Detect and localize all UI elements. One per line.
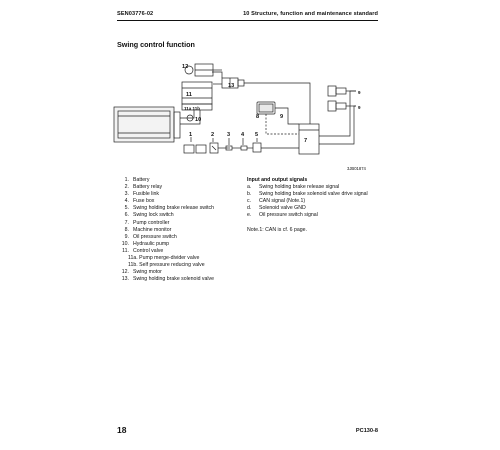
header-rule (117, 20, 378, 21)
doc-code: SEN03776-02 (117, 11, 154, 17)
list-item: 5. Swing holding brake release switch (124, 205, 215, 212)
label-3: 3 (227, 132, 231, 138)
list-item: 3. Fusible link (124, 191, 159, 198)
swing-motor-drawing (185, 64, 222, 76)
label-13: 13 (228, 83, 235, 89)
list-item: 12. Swing motor (121, 269, 162, 276)
list-subitem: 11a. Pump merge-divider valve (128, 255, 200, 262)
list-item: 9. Oil pressure switch (124, 233, 177, 240)
list-item: 10. Hydraulic pump (121, 240, 170, 247)
list-item: 1. Battery (124, 177, 150, 183)
signal-list (247, 177, 379, 234)
label-7: 7 (304, 138, 308, 144)
machine-monitor-drawing (257, 102, 275, 114)
list-item: 7. Pump controller (124, 219, 170, 226)
model-code: PC130-8 (355, 428, 378, 434)
switch-drawing (247, 143, 299, 152)
signal-item: e. Oil pressure switch signal (247, 212, 318, 219)
page-title: Swing control function (117, 40, 195, 49)
label-1: 1 (189, 132, 193, 138)
label-2: 2 (211, 132, 215, 138)
list-subitem: 11b. Self pressure reducing valve (128, 262, 205, 269)
label-5: 5 (255, 132, 259, 138)
list-item: 8. Machine monitor (124, 226, 172, 233)
fusible-link-drawing (218, 146, 232, 150)
label-12: 12 (182, 64, 189, 70)
battery-relay-drawing (210, 143, 218, 153)
signal-item: c. CAN signal (Note.1) (247, 198, 306, 205)
label-9: 9 (280, 114, 284, 120)
label-10: 10 (195, 117, 202, 123)
label-11ab: 11a 11b (184, 106, 201, 111)
component-list (117, 177, 237, 283)
list-item: 2. Battery relay (124, 184, 163, 191)
label-9-switch-2: 9 (358, 105, 361, 110)
hydraulic-pump-drawing (114, 107, 180, 142)
signal-item: b. Swing holding brake solenoid valve drive signal (247, 191, 368, 198)
list-item: 13. Swing holding brake solenoid valve (121, 276, 215, 283)
list-item: 11. Control valve (122, 247, 164, 254)
pump-controller-drawing (299, 124, 319, 154)
signal-list-title: Input and output signals (247, 177, 308, 183)
label-9-switch: 9 (358, 90, 361, 95)
fuse-box-drawing (232, 146, 247, 150)
note-text: Note.1: CAN is cf. 6 page. (247, 226, 307, 233)
figure-code: 3JB01874 (347, 166, 366, 171)
battery-drawing (184, 145, 206, 153)
section-title: 10 Structure, function and maintenance standard (243, 11, 378, 17)
list-item: 6. Swing lock switch (124, 212, 174, 219)
signal-item: a. Swing holding brake release signal (247, 184, 340, 191)
signal-item: d. Solenoid valve GND (247, 205, 306, 212)
page-number: 18 (117, 425, 127, 435)
oil-pressure-switch-drawing (328, 86, 356, 111)
swing-control-diagram (110, 58, 372, 174)
label-11: 11 (186, 92, 192, 98)
list-item: 4. Fuse box (124, 198, 155, 205)
label-4: 4 (241, 132, 245, 138)
label-8: 8 (256, 114, 260, 120)
